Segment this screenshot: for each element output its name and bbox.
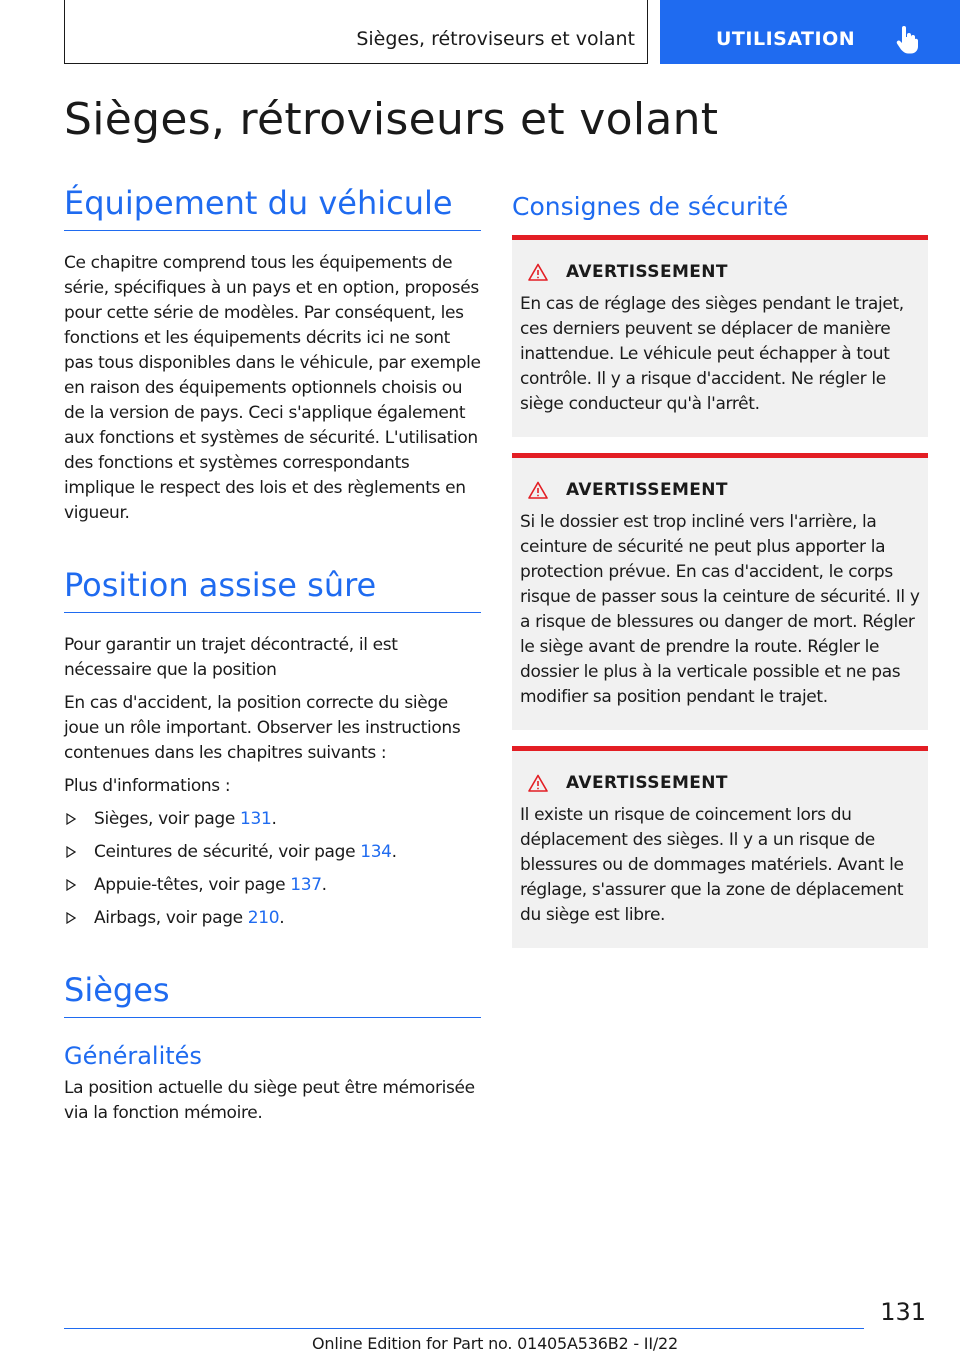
- footer-divider: [64, 1328, 864, 1329]
- warning-text: Il existe un risque de coincement lors du déplacement des sièges. Il y a un risque de blessures ou de dommages matériels. Avant le réglage, s'assurer que la zone de déplacement du siège est libre.: [520, 805, 904, 925]
- list-item: [64, 873, 481, 898]
- header-chapter-box: [64, 0, 648, 64]
- heading-equipement: Équipement du véhicule: [64, 184, 481, 231]
- warning-box: [512, 746, 928, 948]
- heading-consignes: Consignes de sécurité: [512, 192, 789, 221]
- warning-triangle-icon: [528, 481, 548, 499]
- equipement-text: Ce chapitre comprend tous les équipements de série, spécifiques à un pays et en option, proposés pour cette série de modèles. Par conséquent, les fonctions et les équipements décrits ici ne sont pas tous disponibles dans le véhicule, par exemple en raison des équipements optionnels choisis ou de la version de pays. Ceci s'applique également aux fonctions et systèmes de sécurité. L'utilisation des fonctions et systèmes correspondants implique le respect des lois et des règlements en vigueur.: [64, 253, 481, 523]
- triangle-bullet-icon: [66, 912, 76, 924]
- warning-triangle-icon: [528, 774, 548, 792]
- warning-text: Si le dossier est trop incliné vers l'arrière, la ceinture de sécurité ne peut plus apporter la protection prévue. En cas d'accident, le corps risque de passer sous la ceinture de sécurité. Il y a risque de blessures ou danger de mort. Régler le siège avant de prendre la route. Régler le dossier le plus à la verticale possible et ne pas modifier sa position pendant le trajet.: [520, 512, 920, 707]
- triangle-bullet-icon: [66, 879, 76, 891]
- left-column: [64, 184, 481, 1134]
- page-link[interactable]: 134: [360, 842, 392, 862]
- warning-title: AVERTISSEMENT: [566, 262, 728, 282]
- triangle-bullet-icon: [66, 813, 76, 825]
- ref-end: .: [321, 875, 327, 895]
- ref-text: Ceintures de sécurité, voir page: [94, 842, 361, 862]
- heading-generalites: Généralités: [64, 1042, 202, 1070]
- header-section-title: UTILISATION: [716, 28, 856, 50]
- list-item: [64, 840, 481, 865]
- warning-title: AVERTISSEMENT: [566, 480, 728, 500]
- warning-text: En cas de réglage des sièges pendant le trajet, ces derniers peuvent se déplacer de manière inattendue. Le véhicule peut échapper à tout contrôle. Il y a risque d'accident. Ne régler le siège conducteur qu'à l'arrêt.: [520, 294, 904, 414]
- header-chapter-title: Sièges, rétroviseurs et volant: [356, 28, 635, 50]
- warning-triangle-icon: [528, 263, 548, 281]
- page-link[interactable]: 131: [240, 809, 272, 829]
- position-text-3: Plus d'informations :: [64, 776, 231, 796]
- ref-text: Sièges, voir page: [94, 809, 241, 829]
- page-title: Sièges, rétroviseurs et volant: [64, 94, 719, 145]
- ref-text: Appuie-têtes, voir page: [94, 875, 291, 895]
- warning-box: [512, 235, 928, 437]
- generalites-text: La position actuelle du siège peut être mémorisée via la fonction mémoire.: [64, 1078, 475, 1123]
- position-text-2: En cas d'accident, la position correcte du siège joue un rôle important. Observer les instructions contenues dans les chapitres suivants :: [64, 693, 461, 763]
- triangle-bullet-icon: [66, 846, 76, 858]
- list-item: [64, 906, 481, 931]
- position-text-1: Pour garantir un trajet décontracté, il est nécessaire que la position: [64, 635, 398, 680]
- reference-list: [64, 807, 481, 931]
- warning-box: [512, 453, 928, 730]
- heading-position-assise: Position assise sûre: [64, 566, 481, 613]
- heading-sieges: Sièges: [64, 971, 481, 1018]
- page-link[interactable]: 210: [247, 908, 280, 928]
- list-item: [64, 807, 481, 832]
- ref-end: .: [279, 908, 285, 928]
- header-section-tab: [660, 0, 960, 64]
- warning-title: AVERTISSEMENT: [566, 773, 728, 793]
- ref-end: .: [271, 809, 277, 829]
- ref-text: Airbags, voir page: [94, 908, 248, 928]
- page-number: 131: [880, 1298, 926, 1326]
- hand-pointer-icon: [896, 26, 920, 54]
- ref-end: .: [391, 842, 397, 862]
- page-link[interactable]: 137: [290, 875, 322, 895]
- footer-edition: Online Edition for Part no. 01405A536B2 - II/22: [312, 1334, 678, 1353]
- right-column: [512, 184, 928, 964]
